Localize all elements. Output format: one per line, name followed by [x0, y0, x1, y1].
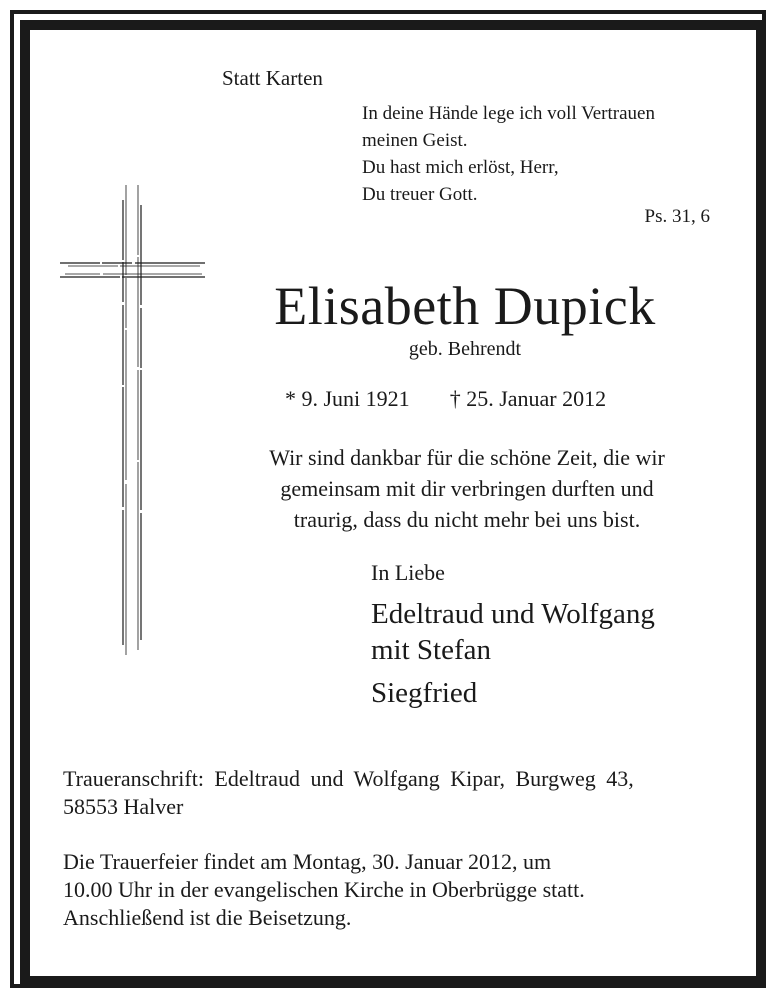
address-line: 58553 Halver	[63, 794, 184, 819]
verse-line: Du treuer Gott.	[362, 184, 478, 205]
deceased-name: Elisabeth Dupick	[274, 276, 656, 336]
verse-line: In deine Hände lege ich voll Vertrauen	[362, 103, 655, 124]
maiden-name: geb. Behrendt	[408, 338, 522, 360]
mourner-line: Edeltraud und Wolfgang	[371, 598, 655, 630]
bible-verse	[362, 100, 655, 208]
thanks-text	[0, 442, 774, 535]
thanks-line: traurig, dass du nicht mehr bei uns bist.	[293, 507, 641, 532]
address-line: Traueranschrift: Edeltraud und Wolfgang Kipar, Burgweg 43,	[63, 766, 634, 791]
thanks-line: gemeinsam mit dir verbringen durften und	[280, 476, 654, 501]
thanks-line: Wir sind dankbar für die schöne Zeit, die wir	[269, 445, 665, 470]
in-liebe: In Liebe	[371, 560, 445, 585]
mourning-address	[63, 765, 634, 821]
ceremony-line: Anschließend ist die Beisetzung.	[63, 905, 352, 930]
cross-icon	[60, 185, 205, 655]
mourner-family	[371, 596, 655, 668]
verse-line: Du hast mich erlöst, Herr,	[362, 157, 559, 178]
mourner-other: Siegfried	[371, 677, 478, 709]
verse-reference: Ps. 31, 6	[644, 206, 710, 227]
ceremony-info	[63, 848, 585, 932]
life-dates	[285, 386, 606, 412]
verse-line: meinen Geist.	[362, 130, 468, 151]
birth-date: * 9. Juni 1921	[285, 386, 410, 411]
statt-karten: Statt Karten	[222, 66, 323, 90]
ceremony-line: Die Trauerfeier findet am Montag, 30. Januar 2012, um	[63, 849, 552, 874]
death-date: † 25. Januar 2012	[449, 386, 607, 411]
ceremony-line: 10.00 Uhr in der evangelischen Kirche in Oberbrügge statt.	[63, 877, 585, 902]
mourner-line: mit Stefan	[371, 634, 492, 666]
